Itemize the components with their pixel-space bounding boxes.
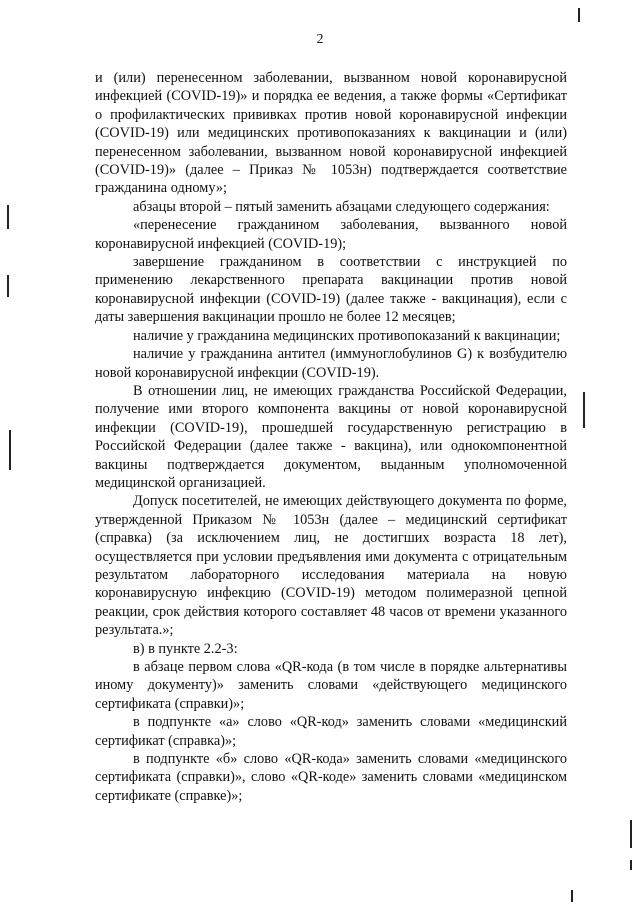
scan-mark [578, 8, 580, 22]
scan-mark [583, 392, 585, 428]
paragraph-7: В отношении лиц, не имеющих гражданства Российской Федерации, получение ими второго компонента вакцины от новой коронавирусной инфекции (COVID-19), прошедшей государственную регистрацию в Российской Федерации (далее также - вакцина), или однокомпонентной вакцины подтверждается документом, выданным уполномоченной медицинской организацией. [95, 382, 567, 491]
paragraph-6: наличие у гражданина антител (иммуноглобулинов G) к возбудителю новой коронавирусной инфекции (COVID-19). [95, 346, 567, 381]
scan-mark [630, 820, 632, 848]
paragraph-1: и (или) перенесенном заболевании, вызванном новой коронавирусной инфекцией (COVID-19)» и порядка ее ведения, а также формы «Сертификат о профилактических прививках против новой коронавирусной инфекции (COVID-19) или медицинских противопоказаниях к вакцинации и (или) перенесенном заболевании, вызванном новой коронавирусной инфекцией (COVID-19)» (далее – Приказ № 1053н) подтверждается соответствие гражданина одному»; [95, 70, 567, 197]
scan-mark [571, 890, 573, 902]
paragraph-2: абзацы второй – пятый заменить абзацами следующего содержания: [133, 198, 550, 215]
paragraph-8: Допуск посетителей, не имеющих действующего документа по форме, утвержденной Приказом № 1053н (далее – медицинский сертификат (справка) (за исключением лиц, не достигших возраста 18 лет), осуществляется при условии предъявления ими документа с отрицательным результатом лабораторного исследования материала на новую коронавирусную инфекцию (COVID-19) методом полимеразной цепной реакции, срок действия которого составляет 48 часов от времени указанного результата.»; [95, 493, 567, 639]
paragraph-10: в абзаце первом слова «QR-кода (в том числе в порядке альтернативы иному документу)» заменить словами «действующего медицинского сертификата (справки)»; [95, 659, 567, 712]
document-body [95, 69, 567, 805]
scan-mark [7, 205, 9, 229]
scan-mark [9, 430, 11, 470]
paragraph-4: завершение гражданином в соответствии с инструкцией по применению лекарственного препарата вакцинации против новой коронавирусной инфекции (COVID-19) (далее также - вакцинация), если с даты завершения вакцинации прошло не более 12 месяцев; [95, 254, 567, 326]
paragraph-9: в) в пункте 2.2-3: [133, 640, 238, 657]
paragraph-5: наличие у гражданина медицинских противопоказаний к вакцинации; [133, 327, 561, 344]
scan-mark [630, 860, 632, 870]
page-number: 2 [316, 32, 324, 47]
paragraph-12: в подпункте «б» слово «QR-кода» заменить словами «медицинского сертификата (справки)», слово «QR-коде» заменить словами «медицинском сертификате (справке)»; [95, 751, 567, 804]
paragraph-11: в подпункте «а» слово «QR-код» заменить словами «медицинский сертификат (справка)»; [95, 714, 567, 749]
paragraph-3: «перенесение гражданином заболевания, вызванного новой коронавирусной инфекцией (COVID-19); [95, 217, 567, 252]
scan-mark [7, 275, 9, 297]
